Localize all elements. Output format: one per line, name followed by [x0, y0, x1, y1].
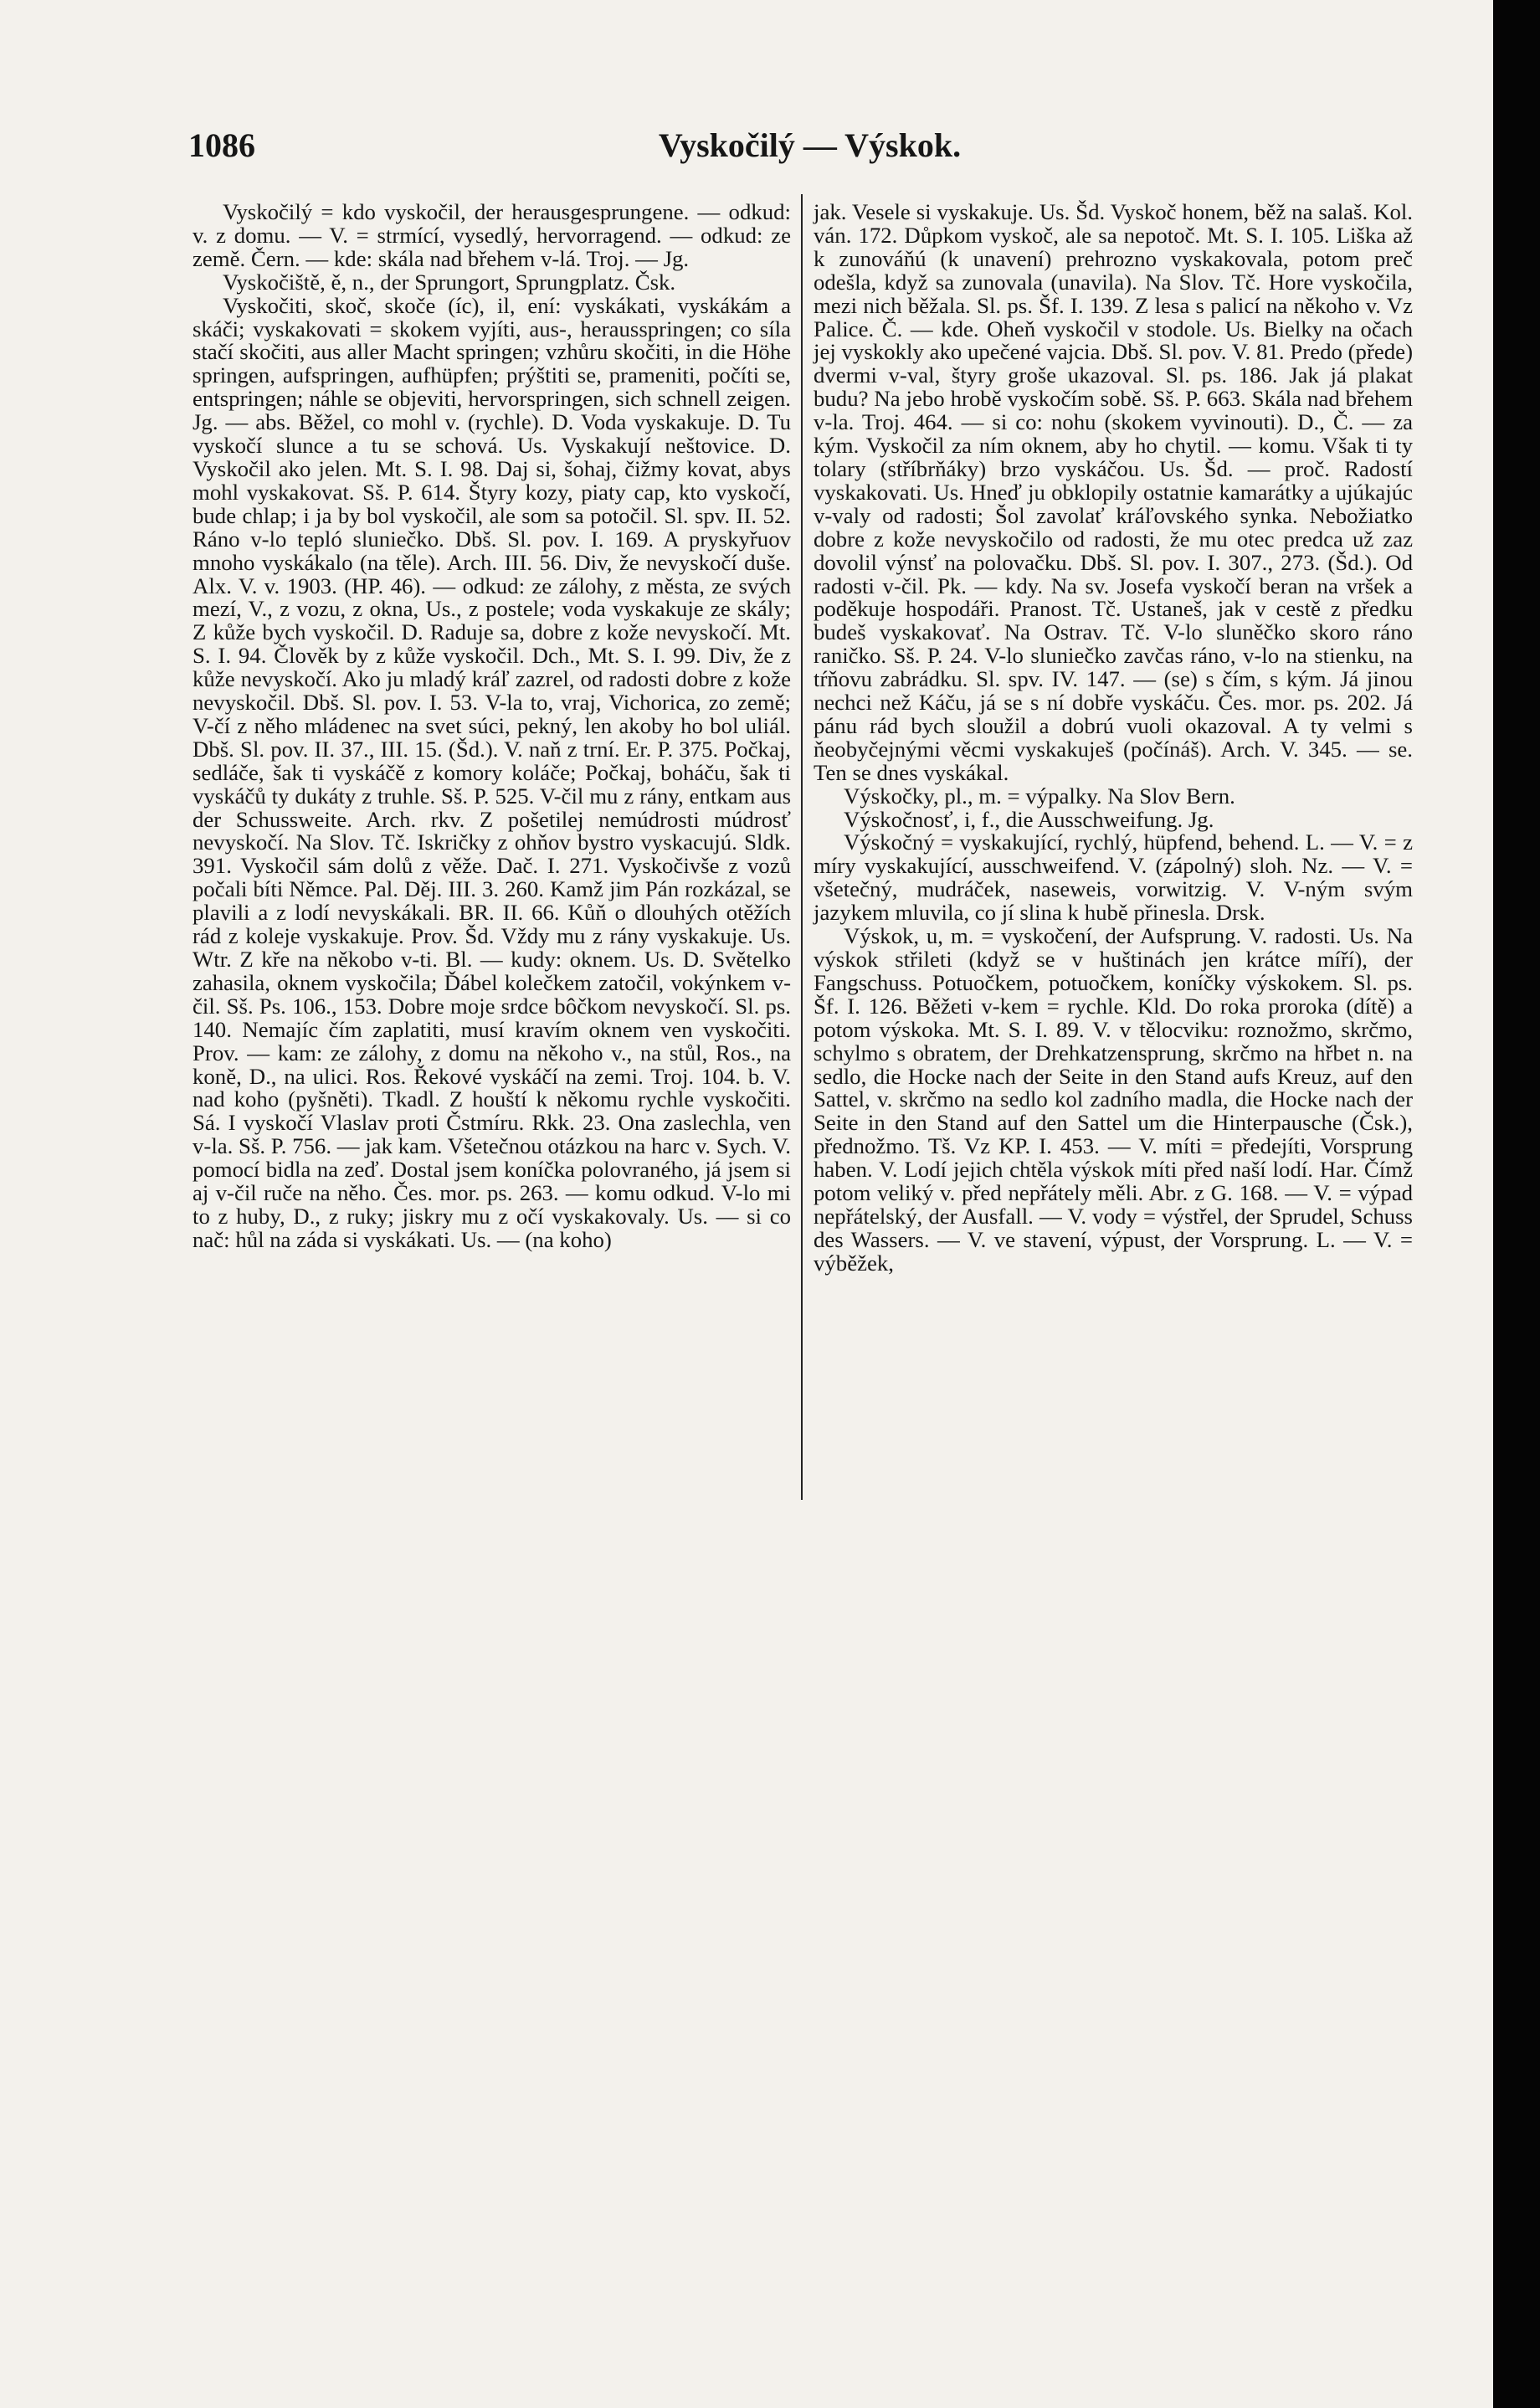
entry-vyskociti-continued: jak. Vesele si vyskakuje. Us. Šd. Vyskoč honem, běž na salaš. Kol. ván. 172. Důpkom vyskoč, ale sa nepotoč. Mt. S. I. 105. Liška až k zunováňú (k unavení) prehrozno vyskakovala, potom preč odešla, když sa zunovala (unavila). Na Slov. Tč. Hore vyskočila, mezi nich běžala. Sl. ps. Šf. I. 139. Z lesa s palicí na někoho v. Vz Palice. Č. — kde. Oheň vyskočil v stodole. Us. Bielky na očach jej vyskokly ako upečené vajcia. Dbš. Sl. pov. V. 81. Predo (přede) dvermi v-val, štyry groše ukazoval. Sl. ps. 186. Jak já plakat budu? Na jebo hrobě vyskočím sobě. Sš. P. 663. Skála nad břehem v-la. Troj. 464. — si co: nohu (skokem vyvinouti). D., Č. — za kým. Vyskočil za ním oknem, aby ho chytil. — komu. Však ti ty tolary (stříbrňáky) brzo vyskáčou. Us. Šd. — proč. Radostí vyskakovati. Us. Hneď ju obklopily ostatnie kamarátky a ujúkajúc v-valy od radosti; Šol zavolať kráľovského synka. Nebožiatko dobre z kože nevyskočilo od radosti, že mu otec predca už zaz dovolil výnsť na polovačku. Dbš. Sl. pov. I. 307., 273. (Šd.). Od radosti v-čil. Pk. — kdy. Na sv. Josefa vyskočí beran na vršek a poděkuje hospodáři. Pranost. Tč. Ustaneš, jak v cestě z předku budeš vyskakovať. Na Ostrav. Tč. V-lo sluněčko skoro ráno raničko. Sš. P. 24. V-lo sluniečko zavčas ráno, v-lo na stienku, na tŕňovu zabrádku. Sl. spv. IV. 147. — (se) s čím, s kým. Já jinou nechci než Káču, já se s ní dobře vyskáču. Čes. mor. ps. 202. Já pánu rád bych sloužil a dobrú vuoli okazoval. A ty velmi s ňeobyčejnými věcmi vyskakuješ (počínáš). Arch. V. 345. — se. Ten se dnes vyskákal.	[814, 199, 1413, 785]
entry-vyskok: Výskok, u, m. = vyskočení, der Aufsprung. V. radosti. Us. Na výskok střileti (když se v huštinách jen krátce míří), der Fangschuss. Potuočkem, potuočkem, koníčky výskokem. Sl. ps. Šf. I. 126. Běžeti v-kem = rychle. Kld. Do roka proroka (dítě) a potom výskoka. Mt. S. I. 89. V. v tělocviku: roznožmo, skrčmo, schylmo s obratem, der Drehkatzensprung, skrčmo na hřbet n. na sedlo, die Hocke nach der Seite in den Stand aufs Kreuz, auf den Sattel, v. skrčmo na sedlo kol zadního madla, die Hocke nach der Seite in den Stand auf den Sattel um die Hinterpausche (Čsk.), přednožmo. Tš. Vz KP. I. 453. — V. míti = předejíti, Vorsprung haben. V. Lodí jejich chtěla výskok míti před naší lodí. Har. Čímž potom veliký v. před nepřátely měli. Abr. z G. 168. — V. = výpad nepřátelský, der Ausfall. — V. vody = výstřel, der Sprudel, Schuss des Wassers. — V. ve stavení, výpust, der Vorsprung. L. — V. = výběžek,	[814, 923, 1413, 1276]
entry-vyskocily: Vyskočilý = kdo vyskočil, der herausgesprungene. — odkud: v. z domu. — V. = strmící, vysedlý, hervorragend. — odkud: ze země. Čern. — kde: skála nad břehem v-lá. Troj. — Jg.	[192, 199, 791, 271]
scan-dark-edge	[1493, 0, 1540, 2408]
page-header	[188, 126, 1431, 167]
entry-vyskocnost: Výskočnosť, i, f., die Ausschweifung. Jg.	[844, 806, 1214, 832]
page-number: 1086	[188, 126, 255, 164]
column-divider	[801, 194, 803, 1500]
entry-vyskocky: Výskočky, pl., m. = výpalky. Na Slov Bern.	[844, 783, 1235, 809]
entry-vyskociti: Vyskočiti, skoč, skoče (íc), il, ení: vyskákati, vyskákám a skáči; vyskakovati = skokem vyjíti, aus-, herausspringen; co síla stačí skočiti, aus aller Macht springen; vzhůru skočiti, in die Höhe springen, aufspringen, aufhüpfen; prýštiti se, prameniti, počíti se, entspringen; náhle se objeviti, hervorspringen, sich schnell zeigen. Jg. — abs. Běžel, co mohl v. (rychle). D. Voda vyskakuje. D. Tu vyskočí slunce a tu se schová. Us. Vyskakují neštovice. D. Vyskočil ako jelen. Mt. S. I. 98. Daj si, šohaj, čižmy kovat, abys mohl vyskakovat. Sš. P. 614. Štyry kozy, piaty cap, kto vyskočí, bude chlap; i ja by bol vyskočil, ale som sa potočil. Sl. spv. II. 52. Ráno v-lo tepló sluniečko. Dbš. Sl. pov. I. 169. A pryskyřuov mnoho vyskákalo (na těle). Arch. III. 56. Div, že nevyskočí duše. Alx. V. v. 1903. (HP. 46). — odkud: ze zálohy, z města, ze svých mezí, V., z vozu, z okna, Us., z postele; voda vyskakuje ze skály; Z kůže bych vyskočil. D. Raduje sa, dobre z kože nevyskočí. Mt. S. I. 94. Člověk by z kůže vyskočil. Dch., Mt. S. I. 99. Div, že z kůže nevyskočí. Ako ju mladý kráľ zazrel, od radosti dobre z kože nevyskočil. Dbš. Sl. pov. I. 53. V-la to, vraj, Vichorica, zo země; V-čí z něho mládenec na svet súci, pekný, len akoby ho bol uliál. Dbš. Sl. pov. II. 37., III. 15. (Šd.). V. naň z trní. Er. P. 375. Počkaj, sedláče, šak ti vyskáčě z komory koláče; Počkaj, boháču, šak ti vyskáčů ty dukáty z truhle. Sš. P. 525. V-čil mu z rány, entkam aus der Schussweite. Arch. rkv. Z pošetilej nemúdrosti múdrosť nevyskočí. Na Slov. Tč. Iskričky z ohňov bystro vyskacujú. Sldk. 391. Vyskočil sám dolů z věže. Dač. I. 271. Vyskočivše z vozů počali bíti Němce. Pal. Děj. III. 3. 260. Kamž jim Pán rozkázal, se plavili a z lodí nevyskákali. BR. II. 66. Kůň o dlouhých otěžích rád z koleje vyskakuje. Prov. Šd. Vždy mu z rány vyskakuje. Us. Wtr. Z kře na někobo v-ti. Bl. — kudy: oknem. Us. D. Světelko zahasila, oknem vyskočila; Ďábel kolečkem zatočil, vokýnkem v-čil. Sš. Ps. 106., 153. Dobre moje srdce bôčkom nevyskočí. Sl. ps. 140. Nemajíc čím zaplatiti, musí kravím oknem ven vyskočiti. Prov. — kam: ze zálohy, z domu na někoho v., na stůl, Ros., na koně, D., na ulici. Ros. Řekové vyskáčí na zemi. Troj. 104. b. V. nad koho (pyšněti). Tkadl. Z houští k někomu rychle vyskočiti. Sá. I vyskočí Vlaslav proti Čstmíru. Rkk. 23. Ona zaslechla, ven v-la. Sš. P. 756. — jak kam. Všetečnou otázkou na harc v. Sych. V. pomocí bidla na zeď. Dostal jsem koníčka polovraného, já jsem si aj v-čil ruče na něho. Čes. mor. ps. 263. — komu odkud. V-lo mi to z huby, D., z ruky; jiskry mu z očí vyskakovaly. Us. — si co nač: hůl na záda si vyskákati. Us. — (na koho)	[192, 292, 791, 1252]
entry-vyskocny: Výskočný = vyskakující, rychlý, hüpfend, behend. L. — V. = z míry vyskakující, ausschweifend. V. (zápolný) sloh. Nz. — V. = všetečný, mudráček, naseweis, vorwitzig. V. V-ným svým jazykem mluvila, co jí slina k hubě přinesla. Drsk.	[814, 829, 1413, 926]
left-column	[192, 201, 791, 1252]
running-head: Vyskočilý — Výskok.	[658, 126, 962, 164]
right-column	[814, 201, 1413, 1276]
entry-vyskociste: Vyskočiště, ě, n., der Sprungort, Sprungplatz. Čsk.	[223, 269, 676, 295]
